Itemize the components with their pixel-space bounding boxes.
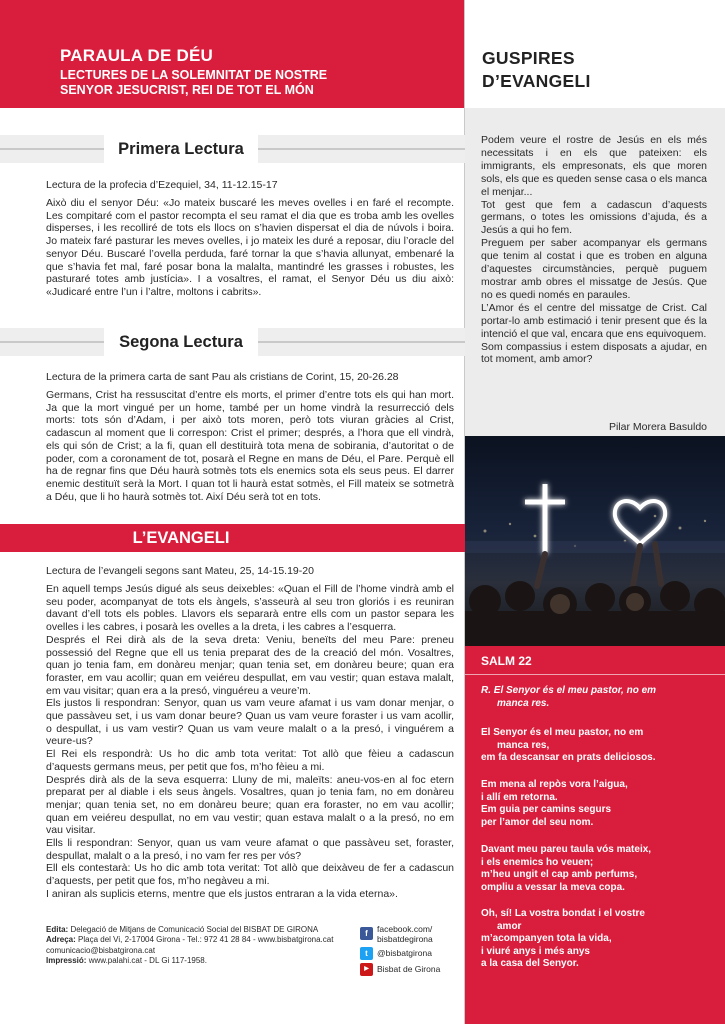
guspires-paragraph: Som compassius i estem disposats a ajudar, en tot moment, amb amor? [481,340,707,366]
segona-lectura-text: Germans, Crist ha ressuscitat d’entre els morts, el primer d’entre tots els qui han mort. Ja que la mort vingué per un home, també per un home vindrà la resurrecció dels morts: tots són d’Adam, i per això tots moren, però tots viuran gràcies al Crist, cadascun al moment que li correspon: Crist el primer; després, a l’hora que ell vindrà, els qui són de Crist; a la fi, quan ell destituirà tota mena de sobirania, d’autoritat o de poder, com a coronament de tot, posarà el Regne en mans de Déu, el Pare. Perquè ell ha de regnar fins que Déu haurà sotmès tots els enemics sota els seus peus. El darrer enemic destituït serà la Mort. I quan tot li haurà estat sotmès, el Fill mateix se sotmetrà a Déu, que li ho haurà sotmès tot. Així Déu serà tot en tots. [46,389,454,503]
guspires-title: GUSPIRES D’EVANGELI [482,48,591,91]
guspires-paragraph: Preguem per saber acompanyar els germans que tenim al costat i que es troben en alguna d’aquestes circumstàncies, perquè puguem mostrar amb obres el missatge de Jesús. Que no es quedi només en paraules. [481,237,707,301]
evangeli-heading: L’EVANGELI [104,524,258,552]
crowd-photo [465,436,725,646]
evangeli-paragraph: Després dirà als de la seva esquerra: Lluny de mi, maleïts: aneu-vos-en al foc etern preparat per al diable i els seus àngels. Vosaltres, quan jo tenia fam, no em donàreu menjar; quan tenia set, no em donàreu beure; quan era foraster, no em vau acollir; quan em veiéreu despullat, no em vau vestir; quan estava malalt o a la presó, no em vau visitar. [46,773,454,837]
salm-panel [465,646,725,1024]
guspires-text [481,134,707,366]
guspires-paragraph: L’Amor és el centre del missatge de Crist. Cal portar-lo amb estimació i tenir present que és la intenció el que val, encara que ens equivoquem. [481,301,707,340]
footer-email[interactable]: comunicacio@bisbatgirona.cat [46,945,156,955]
segona-lectura-reference: Lectura de la primera carta de sant Pau als cristians de Corint, 15, 20-26.28 [46,371,399,383]
youtube-icon: ▶ [360,963,373,976]
salm-stanza-2: Em mena al repòs vora l’aigua, i allí em retorna. Em guia per camins segurs per l’amor del seu nom. [481,779,628,828]
guspires-author: Pilar Morera Basuldo [608,421,707,433]
evangeli-paragraph: En aquell temps Jesús digué als seus deixebles: «Quan el Fill de l’home vindrà amb el seu poder, acompanyat de tots els àngels, s’asseurà al seu tron gloriós i es reuniran davant d’ell tots els pobles. Llavors els separarà entre ells com un pastor separa les ovelles i les cabres, i posarà les ovelles a la dreta, i les cabres a l’esquerra. [46,583,454,634]
salm-stanza-3: Davant meu pareu taula vós mateix, i els enemics ho veuen; m’heu ungit el cap amb perfums, ompliu a vessar la meva copa. [481,844,652,893]
salm-divider [465,674,725,675]
header-banner [0,0,465,108]
page-subtitle: LECTURES DE LA SOLEMNITAT DE NOSTRE SENYOR JESUCRIST, REI DE TOT EL MÓN [60,68,328,97]
evangeli-paragraph: Ells li respondran: Senyor, quan us vam veure afamat o que passàveu set, foraster, despullat, malalt o a la presó, i no vam fer res per vós? [46,837,454,862]
evangeli-paragraph: Ell els contestarà: Us ho dic amb tota veritat: Tot allò que deixàveu de fer a cadascun d’aquests, per petit que fos, m’ho negàveu a mi. [46,862,454,888]
evangeli-paragraph: I aniran als suplicis eterns, mentre que els justos entraran a la vida eterna». [46,887,398,900]
page-title: PARAULA DE DÉU [60,46,213,65]
salm-stanza-1: El Senyor és el meu pastor, no em manca res, em fa descansar en prats deliciosos. [481,727,656,763]
guspires-paragraph: Tot gest que fem a cadascun d’aquests germans, o totes les omissions d’ajuda, és a Jesús a qui ho fem. [481,198,707,237]
evangeli-text [46,583,454,901]
salm-stanza-4: Oh, sí! La vostra bondat i el vostre amor m’acompanyen tota la vida, i viuré anys i més anys a la casa del Senyor. [481,908,645,969]
primera-lectura-text: Això diu el senyor Déu: «Jo mateix buscaré les meves ovelles i en faré el recompte. Les compitaré com el pastor recompta el seu ramat el dia que es troba amb les ovelles disperses, i les recolliré de tots els llocs on s’havien dispersat el dia de núvols i boira. Jo mateix faré pasturar les meves ovelles, i jo mateix les duré a reposar, diu l’oracle del senyor Déu. Buscaré l’ovella perduda, faré tornar la que s’havia allunyat, embenaré la que s’havia fet mal, faré posar bona la malalta, mantindré les grasses i robustes, les pasturaré totes amb justícia». I a vosaltres, el ramat, el Senyor Déu us diu això: «Judicaré entre l’un i l’altre, moltons i cabrits». [46,197,454,298]
evangeli-paragraph: Els justos li respondran: Senyor, quan us vam veure afamat i us vam donar menjar, o que passàveu set, i us vam donar beure? Quan us vam veure foraster i us vam acollir, o despullat, i us vam vestir? Quan us vam veure malalt o a la presó, i vinguérem a veure-us? [46,697,454,748]
primera-lectura-bar [0,135,465,163]
evangeli-bar [0,524,465,552]
evangeli-paragraph: Després el Rei dirà als de la seva dreta: Veniu, beneïts del meu Pare: preneu possessió del Regne que ell us tenia preparat des de la creació del món. Vosaltres, quan jo tenia fam, em donàreu menjar; quan tenia set, em donàreu beure; quan era foraster, em vau acollir; quan em veiéreu despullat, em vau vestir; quan estava malalt, em vau visitar; quan era a la presó, vinguéreu a veure’m. [46,633,454,697]
primera-lectura-reference: Lectura de la profecia d’Ezequiel, 34, 11-12.15-17 [46,179,278,191]
salm-response: R. El Senyor és el meu pastor, no em manca res. [481,685,657,709]
evangeli-reference: Lectura de l’evangeli segons sant Mateu, 25, 14-15.19-20 [46,565,314,577]
segona-lectura-bar [0,328,465,356]
guspires-paragraph: Podem veure el rostre de Jesús en els més necessitats i en els que pateixen: els immigrants, els empresonats, els que moren sols, els que es queden sense casa o els manca el menjar... [481,134,707,198]
facebook-icon: f [360,927,373,940]
footer-credits: Edita: Delegació de Mitjans de Comunicació Social del BISBAT DE GIRONA Adreça: Plaça del Vi, 2-17004 Girona - Tel.: 972 41 28 84 - www.bisbatgirona.cat comunicacio@bisbatgirona.cat Impressió: www.palahi.cat - DL Gi 117-1958. [46,925,364,967]
evangeli-paragraph: El Rei els respondrà: Us ho dic amb tota veritat: Tot allò que fèieu a cadascun d’aquests germans meus, per petit que fos, m’ho fèieu a mi. [46,748,454,773]
twitter-icon: t [360,947,373,960]
crowd-neon-photo-illustration [465,436,725,646]
salm-title: SALM 22 [481,654,532,668]
segona-lectura-heading: Segona Lectura [104,328,258,356]
primera-lectura-heading: Primera Lectura [104,135,258,163]
